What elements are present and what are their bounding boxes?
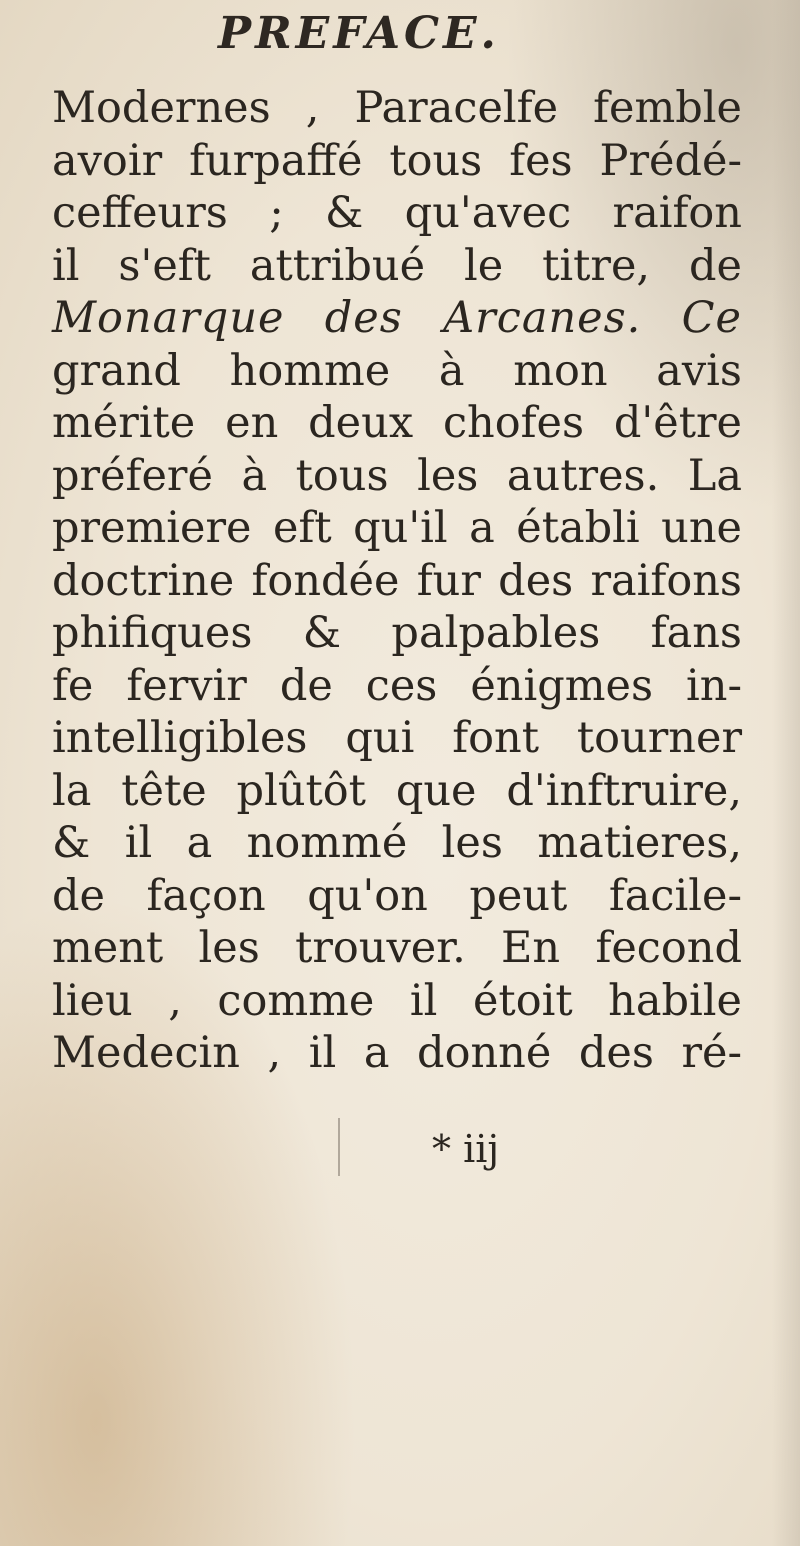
text-line: Medecin , il a donné des ré-: [52, 1028, 742, 1078]
text-line: intelligibles qui font tourner: [52, 713, 742, 763]
gutter-mark: [338, 1118, 340, 1176]
text-line: phifiques & palpables fans: [52, 608, 742, 658]
text-line: mérite en deux chofes d'être: [52, 398, 742, 448]
text-line: fe fervir de ces énigmes in-: [52, 660, 742, 711]
text-line: & il a nommé les matieres,: [52, 818, 742, 868]
text-line: la tête plûtôt que d'inftruire,: [52, 765, 742, 816]
text-line: préferé à tous les autres. La: [52, 450, 742, 501]
page-edge-shadow: [772, 0, 800, 1546]
text-line: ment les trouver. En fecond: [52, 923, 742, 973]
text-line: premiere eft qu'il a établi une: [52, 503, 742, 553]
text-line: Monarque des Arcanes. Ce: [52, 293, 742, 343]
text-line: de façon qu'on peut facile-: [52, 870, 742, 921]
text-line: Modernes , Paracelfe femble: [52, 83, 742, 133]
text-line: grand homme à mon avis: [52, 345, 742, 396]
text-line: lieu , comme il étoit habile: [52, 975, 742, 1026]
text-line: doctrine fondée fur des raifons: [52, 555, 742, 606]
text-line: avoir furpaffé tous fes Prédé-: [52, 135, 742, 186]
text-line: il s'eft attribué le titre, de: [52, 240, 742, 291]
signature-mark: * iij: [432, 1127, 500, 1171]
text-line: ceffeurs ; & qu'avec raifon: [52, 188, 742, 238]
body-text: [52, 82, 742, 1080]
running-head: PREFACE.: [218, 8, 500, 59]
